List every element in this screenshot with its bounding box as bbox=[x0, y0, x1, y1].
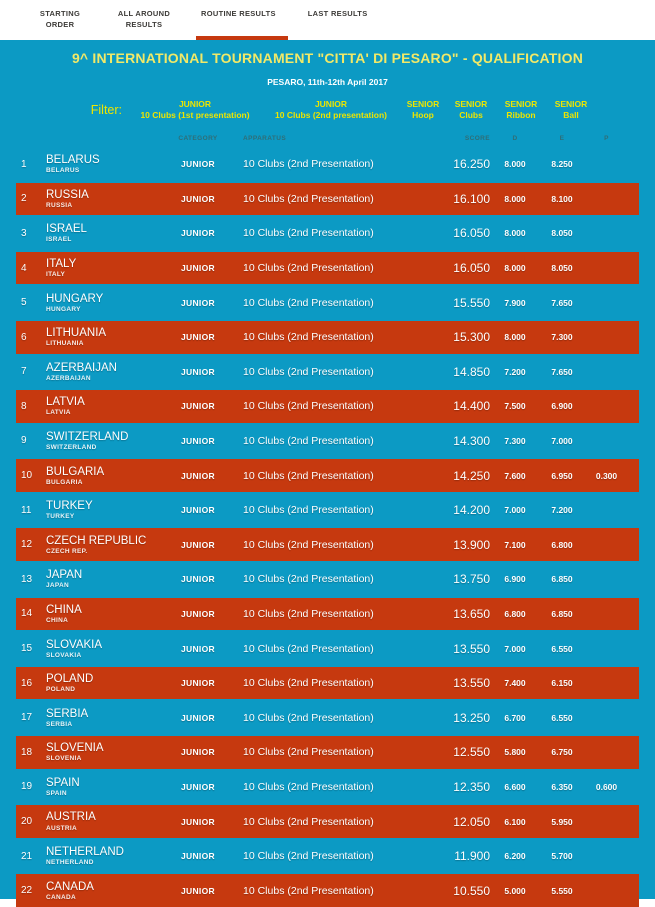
d-score-cell: 5.800 bbox=[504, 747, 526, 758]
category-cell: JUNIOR bbox=[181, 643, 215, 654]
apparatus-cell: 10 Clubs (2nd Presentation) bbox=[243, 400, 374, 413]
d-score-cell: 7.900 bbox=[504, 297, 526, 308]
table-row[interactable] bbox=[16, 356, 639, 389]
apparatus-cell: 10 Clubs (2nd Presentation) bbox=[243, 469, 374, 482]
country-cell bbox=[46, 258, 166, 278]
apparatus-cell: 10 Clubs (2nd Presentation) bbox=[243, 884, 374, 897]
d-score-cell: 7.300 bbox=[504, 435, 526, 446]
rank-cell: 20 bbox=[21, 816, 33, 828]
apparatus-cell: 10 Clubs (2nd Presentation) bbox=[243, 434, 374, 447]
country-sublabel: LITHUANIA bbox=[46, 340, 84, 348]
country-name: JAPAN bbox=[46, 569, 83, 582]
score-cell: 16.100 bbox=[453, 191, 490, 206]
apparatus-cell: 10 Clubs (2nd Presentation) bbox=[243, 192, 374, 205]
country-cell bbox=[46, 500, 166, 520]
country-name: BELARUS bbox=[46, 154, 100, 167]
apparatus-cell: 10 Clubs (2nd Presentation) bbox=[243, 780, 374, 793]
table-row[interactable] bbox=[16, 874, 639, 907]
category-cell: JUNIOR bbox=[181, 228, 215, 239]
score-cell: 14.250 bbox=[453, 468, 490, 483]
nav-tab-all-around-results[interactable]: ALL AROUND RESULTS bbox=[112, 0, 176, 40]
rank-cell: 13 bbox=[21, 573, 33, 585]
country-name: LITHUANIA bbox=[46, 327, 107, 340]
e-score-cell: 5.550 bbox=[551, 885, 573, 896]
category-cell: JUNIOR bbox=[181, 297, 215, 308]
column-header-p: P bbox=[604, 135, 609, 143]
penalty-cell: 0.600 bbox=[595, 781, 618, 792]
score-cell: 14.400 bbox=[453, 399, 490, 414]
d-score-cell: 6.800 bbox=[504, 608, 526, 619]
table-row[interactable] bbox=[16, 701, 639, 734]
e-score-cell: 8.250 bbox=[551, 159, 573, 170]
country-sublabel: TURKEY bbox=[46, 513, 75, 521]
d-score-cell: 6.100 bbox=[504, 816, 526, 827]
country-cell bbox=[46, 777, 166, 797]
filter-option-category: JUNIOR bbox=[314, 99, 348, 109]
category-cell: JUNIOR bbox=[181, 193, 215, 204]
country-cell bbox=[46, 811, 166, 831]
filter-option-apparatus: Clubs bbox=[459, 110, 483, 121]
category-cell: JUNIOR bbox=[181, 505, 215, 516]
e-score-cell: 7.650 bbox=[551, 297, 573, 308]
d-score-cell: 7.100 bbox=[504, 539, 526, 550]
score-cell: 13.650 bbox=[453, 606, 490, 621]
table-row[interactable] bbox=[16, 459, 639, 492]
column-header-e: E bbox=[559, 135, 565, 143]
table-row[interactable] bbox=[16, 286, 639, 319]
category-cell: JUNIOR bbox=[181, 851, 215, 862]
rank-cell: 18 bbox=[21, 746, 33, 758]
e-score-cell: 6.150 bbox=[551, 678, 573, 689]
filter-option-apparatus: 10 Clubs (2nd presentation) bbox=[275, 110, 387, 121]
score-cell: 14.850 bbox=[453, 364, 490, 379]
table-row[interactable] bbox=[16, 840, 639, 873]
rank-cell: 9 bbox=[21, 435, 27, 447]
rank-cell: 19 bbox=[21, 781, 33, 793]
d-score-cell: 7.000 bbox=[504, 643, 526, 654]
column-header-score: SCORE bbox=[464, 135, 490, 143]
table-row[interactable] bbox=[16, 148, 639, 181]
country-cell bbox=[46, 604, 166, 624]
category-cell: JUNIOR bbox=[181, 435, 215, 446]
category-cell: JUNIOR bbox=[181, 885, 215, 896]
e-score-cell: 6.800 bbox=[551, 539, 573, 550]
e-score-cell: 6.550 bbox=[551, 712, 573, 723]
score-cell: 15.550 bbox=[453, 295, 490, 310]
country-name: CHINA bbox=[46, 603, 82, 616]
country-sublabel: SLOVAKIA bbox=[46, 651, 82, 659]
apparatus-cell: 10 Clubs (2nd Presentation) bbox=[243, 296, 374, 309]
penalty-cell: 0.300 bbox=[595, 470, 618, 481]
page-subtitle: PESARO, 11th-12th April 2017 bbox=[267, 77, 388, 87]
e-score-cell: 7.650 bbox=[551, 366, 573, 377]
filter-option-category: SENIOR bbox=[554, 99, 588, 109]
e-score-cell: 7.000 bbox=[551, 435, 573, 446]
score-cell: 14.200 bbox=[453, 503, 490, 518]
column-headers bbox=[16, 132, 639, 146]
country-sublabel: CANADA bbox=[46, 893, 76, 901]
filter-option-apparatus: Hoop bbox=[412, 110, 434, 121]
country-sublabel: NETHERLAND bbox=[46, 859, 94, 867]
country-name: SERBIA bbox=[46, 707, 89, 720]
rank-cell: 21 bbox=[21, 850, 33, 862]
apparatus-cell: 10 Clubs (2nd Presentation) bbox=[243, 262, 374, 275]
d-score-cell: 7.200 bbox=[504, 366, 526, 377]
filter-option-senior-clubs[interactable] bbox=[450, 99, 492, 122]
rank-cell: 5 bbox=[21, 297, 27, 309]
d-score-cell: 8.000 bbox=[504, 263, 526, 274]
table-row[interactable] bbox=[16, 217, 639, 250]
score-cell: 16.050 bbox=[453, 261, 490, 276]
apparatus-cell: 10 Clubs (2nd Presentation) bbox=[243, 227, 374, 240]
e-score-cell: 5.950 bbox=[551, 816, 573, 827]
category-cell: JUNIOR bbox=[181, 332, 215, 343]
nav-tab-routine-results[interactable]: ROUTINE RESULTS bbox=[196, 0, 288, 40]
apparatus-cell: 10 Clubs (2nd Presentation) bbox=[243, 711, 374, 724]
country-cell bbox=[46, 154, 166, 174]
e-score-cell: 7.200 bbox=[551, 505, 573, 516]
d-score-cell: 7.000 bbox=[504, 505, 526, 516]
d-score-cell: 6.900 bbox=[504, 574, 526, 585]
country-sublabel: HUNGARY bbox=[46, 305, 81, 313]
country-name: HUNGARY bbox=[46, 292, 104, 305]
filter-option-apparatus: Ball bbox=[563, 110, 579, 121]
country-cell bbox=[46, 293, 166, 313]
apparatus-cell: 10 Clubs (2nd Presentation) bbox=[243, 607, 374, 620]
e-score-cell: 6.350 bbox=[551, 781, 573, 792]
d-score-cell: 7.400 bbox=[504, 678, 526, 689]
e-score-cell: 6.850 bbox=[551, 574, 573, 585]
apparatus-cell: 10 Clubs (2nd Presentation) bbox=[243, 815, 374, 828]
country-name: SWITZERLAND bbox=[46, 430, 129, 443]
table-row[interactable] bbox=[16, 736, 639, 769]
e-score-cell: 6.550 bbox=[551, 643, 573, 654]
category-cell: JUNIOR bbox=[181, 159, 215, 170]
country-name: CANADA bbox=[46, 880, 94, 893]
country-sublabel: SPAIN bbox=[46, 789, 67, 797]
score-cell: 13.900 bbox=[453, 537, 490, 552]
e-score-cell: 8.100 bbox=[551, 193, 573, 204]
table-row[interactable] bbox=[16, 252, 639, 285]
score-cell: 16.250 bbox=[453, 157, 490, 172]
rank-cell: 7 bbox=[21, 366, 27, 378]
score-cell: 12.350 bbox=[453, 779, 490, 794]
country-cell bbox=[46, 362, 166, 382]
rank-cell: 6 bbox=[21, 331, 27, 343]
country-sublabel: ITALY bbox=[46, 271, 66, 279]
country-sublabel: ISRAEL bbox=[46, 236, 72, 244]
table-row[interactable] bbox=[16, 771, 639, 804]
country-name: AUSTRIA bbox=[46, 811, 96, 824]
category-cell: JUNIOR bbox=[181, 539, 215, 550]
table-row[interactable] bbox=[16, 563, 639, 596]
category-cell: JUNIOR bbox=[181, 574, 215, 585]
score-cell: 14.300 bbox=[453, 433, 490, 448]
country-name: NETHERLAND bbox=[46, 846, 124, 859]
e-score-cell: 6.850 bbox=[551, 608, 573, 619]
table-row[interactable] bbox=[16, 805, 639, 838]
filter-option-senior-ribbon[interactable] bbox=[498, 99, 544, 122]
country-sublabel: BULGARIA bbox=[46, 478, 83, 486]
apparatus-cell: 10 Clubs (2nd Presentation) bbox=[243, 158, 374, 171]
country-sublabel: CZECH REP. bbox=[46, 547, 88, 555]
country-cell bbox=[46, 327, 166, 347]
country-sublabel: SWITZERLAND bbox=[46, 444, 97, 452]
country-name: POLAND bbox=[46, 673, 94, 686]
country-sublabel: CHINA bbox=[46, 616, 69, 624]
score-cell: 13.550 bbox=[453, 676, 490, 691]
d-score-cell: 8.000 bbox=[504, 159, 526, 170]
column-header-category: CATEGORY bbox=[178, 135, 218, 143]
table-row[interactable] bbox=[16, 425, 639, 458]
filter-label: Filter: bbox=[90, 103, 122, 118]
country-name: SLOVAKIA bbox=[46, 638, 103, 651]
apparatus-cell: 10 Clubs (2nd Presentation) bbox=[243, 504, 374, 517]
e-score-cell: 6.750 bbox=[551, 747, 573, 758]
rank-cell: 4 bbox=[21, 262, 27, 274]
filter-option-category: JUNIOR bbox=[178, 99, 212, 109]
rank-cell: 1 bbox=[21, 158, 27, 170]
top-navigation bbox=[0, 0, 655, 40]
country-name: RUSSIA bbox=[46, 188, 89, 201]
category-cell: JUNIOR bbox=[181, 470, 215, 481]
rank-cell: 14 bbox=[21, 608, 33, 620]
country-sublabel: RUSSIA bbox=[46, 201, 73, 209]
category-cell: JUNIOR bbox=[181, 608, 215, 619]
rank-cell: 11 bbox=[21, 504, 32, 516]
d-score-cell: 6.700 bbox=[504, 712, 526, 723]
apparatus-cell: 10 Clubs (2nd Presentation) bbox=[243, 573, 374, 586]
column-header-apparatus: APPARATUS bbox=[243, 135, 287, 143]
column-header-d: D bbox=[512, 135, 518, 143]
score-cell: 13.550 bbox=[453, 641, 490, 656]
d-score-cell: 7.600 bbox=[504, 470, 526, 481]
country-cell bbox=[46, 223, 166, 243]
country-name: ITALY bbox=[46, 257, 77, 270]
country-sublabel: POLAND bbox=[46, 686, 76, 694]
d-score-cell: 8.000 bbox=[504, 228, 526, 239]
country-cell bbox=[46, 535, 166, 555]
filter-option-category: SENIOR bbox=[454, 99, 488, 109]
table-row[interactable] bbox=[16, 321, 639, 354]
country-name: BULGARIA bbox=[46, 465, 105, 478]
rank-cell: 17 bbox=[21, 712, 33, 724]
category-cell: JUNIOR bbox=[181, 781, 215, 792]
filter-option-category: SENIOR bbox=[504, 99, 538, 109]
rank-cell: 22 bbox=[21, 885, 33, 897]
filter-option-senior-ball[interactable] bbox=[550, 99, 592, 122]
filter-option-apparatus: Ribbon bbox=[506, 110, 536, 121]
country-name: ISRAEL bbox=[46, 223, 87, 236]
category-cell: JUNIOR bbox=[181, 712, 215, 723]
d-score-cell: 6.200 bbox=[504, 851, 526, 862]
country-sublabel: SLOVENIA bbox=[46, 755, 82, 763]
table-row[interactable] bbox=[16, 667, 639, 700]
rank-cell: 10 bbox=[21, 470, 33, 482]
apparatus-cell: 10 Clubs (2nd Presentation) bbox=[243, 746, 374, 759]
d-score-cell: 6.600 bbox=[504, 781, 526, 792]
nav-tab-starting-order[interactable]: STARTING ORDER bbox=[28, 0, 92, 40]
category-cell: JUNIOR bbox=[181, 263, 215, 274]
country-name: SLOVENIA bbox=[46, 742, 104, 755]
e-score-cell: 6.900 bbox=[551, 401, 573, 412]
country-cell bbox=[46, 846, 166, 866]
country-cell bbox=[46, 396, 166, 416]
table-row[interactable] bbox=[16, 494, 639, 527]
country-sublabel: JAPAN bbox=[46, 582, 70, 590]
page-title: 9^ INTERNATIONAL TOURNAMENT "CITTA' DI PESARO" - QUALIFICATION bbox=[71, 50, 584, 66]
table-row[interactable] bbox=[16, 183, 639, 216]
nav-tab-last-results[interactable]: LAST RESULTS bbox=[308, 0, 368, 40]
filter-option-apparatus: 10 Clubs (1st presentation) bbox=[140, 110, 250, 121]
score-cell: 12.050 bbox=[453, 814, 490, 829]
filter-option-junior-10-clubs-1st-presentation-[interactable] bbox=[130, 99, 260, 122]
d-score-cell: 7.500 bbox=[504, 401, 526, 412]
table-row[interactable] bbox=[16, 528, 639, 561]
rank-cell: 8 bbox=[21, 400, 27, 412]
e-score-cell: 5.700 bbox=[551, 851, 573, 862]
category-cell: JUNIOR bbox=[181, 401, 215, 412]
country-sublabel: AZERBAIJAN bbox=[46, 374, 91, 382]
country-cell bbox=[46, 569, 166, 589]
category-cell: JUNIOR bbox=[181, 678, 215, 689]
table-row[interactable] bbox=[16, 632, 639, 665]
results-board bbox=[0, 40, 655, 899]
score-cell: 13.250 bbox=[453, 710, 490, 725]
score-cell: 13.750 bbox=[453, 572, 490, 587]
country-sublabel: SERBIA bbox=[46, 720, 73, 728]
apparatus-cell: 10 Clubs (2nd Presentation) bbox=[243, 331, 374, 344]
category-cell: JUNIOR bbox=[181, 747, 215, 758]
d-score-cell: 8.000 bbox=[504, 193, 526, 204]
score-cell: 15.300 bbox=[453, 330, 490, 345]
e-score-cell: 8.050 bbox=[551, 228, 573, 239]
e-score-cell: 7.300 bbox=[551, 332, 573, 343]
results-table bbox=[0, 148, 655, 907]
country-name: CZECH REPUBLIC bbox=[46, 534, 147, 547]
filter-option-senior-hoop[interactable] bbox=[402, 99, 444, 122]
category-cell: JUNIOR bbox=[181, 366, 215, 377]
country-cell bbox=[46, 189, 166, 209]
country-name: LATVIA bbox=[46, 396, 85, 409]
country-cell bbox=[46, 431, 166, 451]
country-cell bbox=[46, 708, 166, 728]
apparatus-cell: 10 Clubs (2nd Presentation) bbox=[243, 677, 374, 690]
country-sublabel: LATVIA bbox=[46, 409, 71, 417]
filter-options bbox=[130, 99, 592, 122]
filter-option-category: SENIOR bbox=[406, 99, 440, 109]
apparatus-cell: 10 Clubs (2nd Presentation) bbox=[243, 538, 374, 551]
rank-cell: 12 bbox=[21, 539, 33, 551]
e-score-cell: 8.050 bbox=[551, 263, 573, 274]
country-name: AZERBAIJAN bbox=[46, 361, 117, 374]
table-row[interactable] bbox=[16, 390, 639, 423]
table-row[interactable] bbox=[16, 598, 639, 631]
country-cell bbox=[46, 673, 166, 693]
rank-cell: 15 bbox=[21, 643, 33, 655]
country-cell bbox=[46, 639, 166, 659]
apparatus-cell: 10 Clubs (2nd Presentation) bbox=[243, 642, 374, 655]
country-sublabel: BELARUS bbox=[46, 167, 80, 175]
rank-cell: 2 bbox=[21, 193, 27, 205]
filter-bar bbox=[0, 99, 655, 122]
country-cell bbox=[46, 742, 166, 762]
filter-option-junior-10-clubs-2nd-presentation-[interactable] bbox=[266, 99, 396, 122]
d-score-cell: 5.000 bbox=[504, 885, 526, 896]
score-cell: 12.550 bbox=[453, 745, 490, 760]
category-cell: JUNIOR bbox=[181, 816, 215, 827]
apparatus-cell: 10 Clubs (2nd Presentation) bbox=[243, 850, 374, 863]
d-score-cell: 8.000 bbox=[504, 332, 526, 343]
country-cell bbox=[46, 466, 166, 486]
country-name: SPAIN bbox=[46, 776, 80, 789]
country-name: TURKEY bbox=[46, 500, 93, 513]
country-cell bbox=[46, 881, 166, 901]
country-sublabel: AUSTRIA bbox=[46, 824, 77, 832]
score-cell: 16.050 bbox=[453, 226, 490, 241]
score-cell: 11.900 bbox=[454, 849, 490, 864]
rank-cell: 16 bbox=[21, 677, 33, 689]
apparatus-cell: 10 Clubs (2nd Presentation) bbox=[243, 365, 374, 378]
score-cell: 10.550 bbox=[453, 883, 490, 898]
e-score-cell: 6.950 bbox=[551, 470, 573, 481]
rank-cell: 3 bbox=[21, 227, 27, 239]
